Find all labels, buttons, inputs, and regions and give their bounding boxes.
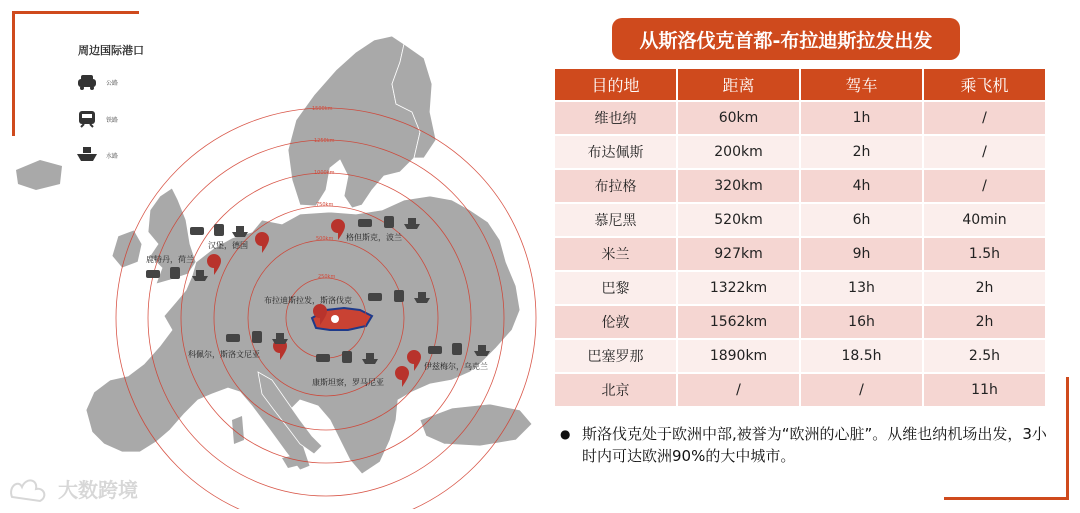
table-cell: 1322km bbox=[678, 272, 799, 304]
table-cell: 18.5h bbox=[801, 340, 922, 372]
table-header: 目的地 bbox=[555, 69, 676, 100]
ship-icon bbox=[76, 146, 98, 164]
city-label-koper: 科佩尔，斯洛文尼亚 bbox=[188, 350, 260, 359]
table-cell: 1562km bbox=[678, 306, 799, 338]
table-cell: 13h bbox=[801, 272, 922, 304]
table-cell: 米兰 bbox=[555, 238, 676, 270]
city-label-izmail: 伊兹梅尔，乌克兰 bbox=[424, 362, 488, 371]
ring-label: 1250km bbox=[314, 138, 335, 144]
table-cell: 2.5h bbox=[924, 340, 1045, 372]
table-header: 乘飞机 bbox=[924, 69, 1045, 100]
legend-label: 铁路 bbox=[106, 116, 119, 124]
car-icon bbox=[190, 227, 204, 235]
europe-map bbox=[0, 0, 540, 509]
car-icon bbox=[358, 219, 372, 227]
ring-label: 750km bbox=[316, 202, 334, 208]
table-cell: 布拉格 bbox=[555, 170, 676, 202]
car-icon bbox=[146, 270, 160, 278]
table-cell: / bbox=[924, 102, 1045, 134]
watermark-logo-icon bbox=[8, 475, 52, 503]
ring-label: 1000km bbox=[314, 170, 335, 176]
table-cell: / bbox=[678, 374, 799, 406]
table-cell: 40min bbox=[924, 204, 1045, 236]
car-icon bbox=[76, 74, 98, 90]
legend-item-water bbox=[76, 146, 118, 164]
train-icon bbox=[394, 290, 404, 302]
train-icon bbox=[342, 351, 352, 363]
slovakia-emblem bbox=[331, 315, 339, 323]
table-row bbox=[555, 136, 1045, 168]
table-cell: 巴黎 bbox=[555, 272, 676, 304]
city-label-rotterdam: 鹿特丹，荷兰 bbox=[146, 255, 194, 264]
table-cell: 维也纳 bbox=[555, 102, 676, 134]
ring-label: 250km bbox=[318, 274, 336, 280]
table-header: 驾车 bbox=[801, 69, 922, 100]
table-row bbox=[555, 340, 1045, 372]
city-label-hamburg: 汉堡，德国 bbox=[208, 241, 248, 250]
table-cell: 60km bbox=[678, 102, 799, 134]
table-row bbox=[555, 238, 1045, 270]
table-cell: 6h bbox=[801, 204, 922, 236]
table-cell: 1.5h bbox=[924, 238, 1045, 270]
train-icon bbox=[76, 110, 98, 128]
table-row bbox=[555, 170, 1045, 202]
legend-label: 水路 bbox=[106, 152, 119, 160]
ship-icon bbox=[232, 226, 248, 237]
ring-label: 500km bbox=[316, 236, 334, 242]
table-cell: 1h bbox=[801, 102, 922, 134]
bullet-icon: ● bbox=[560, 427, 571, 441]
car-icon bbox=[226, 334, 240, 342]
table-cell: 慕尼黑 bbox=[555, 204, 676, 236]
train-icon bbox=[252, 331, 262, 343]
table-cell: 北京 bbox=[555, 374, 676, 406]
turkey-landmass bbox=[420, 404, 532, 446]
table-row bbox=[555, 374, 1045, 406]
table-cell: 16h bbox=[801, 306, 922, 338]
table-cell: 巴塞罗那 bbox=[555, 340, 676, 372]
table-cell: 伦敦 bbox=[555, 306, 676, 338]
table-cell: / bbox=[924, 170, 1045, 202]
car-icon bbox=[316, 354, 330, 362]
city-label-bratislava: 布拉迪斯拉发，斯洛伐克 bbox=[264, 296, 352, 305]
table-cell: 200km bbox=[678, 136, 799, 168]
car-icon bbox=[428, 346, 442, 354]
watermark-text: 大数跨境 bbox=[58, 478, 138, 502]
table-cell: 927km bbox=[678, 238, 799, 270]
table-cell: 2h bbox=[801, 136, 922, 168]
train-icon bbox=[214, 224, 224, 236]
table-header-row bbox=[555, 69, 1045, 100]
table-cell: 520km bbox=[678, 204, 799, 236]
table-header: 距离 bbox=[678, 69, 799, 100]
table-cell: 2h bbox=[924, 272, 1045, 304]
train-icon bbox=[170, 267, 180, 279]
car-icon bbox=[368, 293, 382, 301]
city-label-constanta: 康斯坦察，罗马尼亚 bbox=[312, 378, 384, 387]
watermark bbox=[8, 474, 138, 503]
table-cell: 2h bbox=[924, 306, 1045, 338]
train-icon bbox=[452, 343, 462, 355]
destination-table bbox=[553, 67, 1047, 408]
city-label-gdansk: 格但斯克，波兰 bbox=[346, 233, 402, 242]
legend-item-road bbox=[76, 74, 118, 90]
ireland-landmass bbox=[112, 230, 142, 268]
page-title: 从斯洛伐克首都-布拉迪斯拉发出发 bbox=[612, 18, 960, 60]
table-row bbox=[555, 102, 1045, 134]
table-cell: 1890km bbox=[678, 340, 799, 372]
table-cell: 11h bbox=[924, 374, 1045, 406]
table-cell: 布达佩斯 bbox=[555, 136, 676, 168]
table-cell: / bbox=[801, 374, 922, 406]
table-cell: 4h bbox=[801, 170, 922, 202]
table-row bbox=[555, 272, 1045, 304]
legend-label: 公路 bbox=[106, 79, 119, 87]
table-row bbox=[555, 306, 1045, 338]
legend-title: 周边国际港口 bbox=[78, 44, 144, 57]
footnote-text: 斯洛伐克处于欧洲中部,被誉为“欧洲的心脏”。从维也纳机场出发，3小时内可达欧洲90%的大中城市。 bbox=[582, 425, 1047, 465]
table-cell: 9h bbox=[801, 238, 922, 270]
table-row bbox=[555, 204, 1045, 236]
iceland-landmass bbox=[16, 160, 62, 190]
train-icon bbox=[384, 216, 394, 228]
table-cell: 320km bbox=[678, 170, 799, 202]
table-cell: / bbox=[924, 136, 1045, 168]
legend-item-rail bbox=[76, 110, 118, 128]
ring-label: 1500km bbox=[312, 106, 333, 112]
